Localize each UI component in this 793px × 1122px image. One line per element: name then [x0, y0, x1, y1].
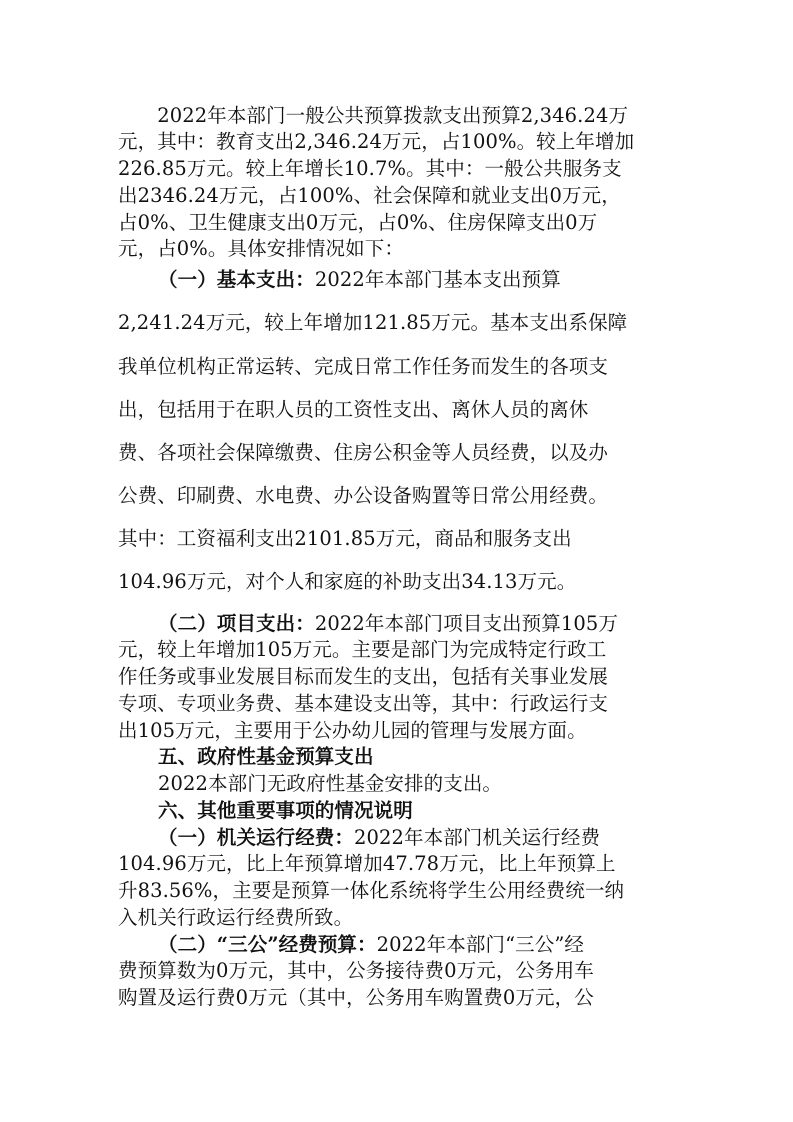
paragraph-line: 2022年本部门一般公共预算拨款支出预算2,346.24万	[118, 104, 629, 127]
agency-expense-line	[158, 822, 600, 850]
paragraph-line: 购置及运行费0万元（其中，公务用车购置费0万元，公	[118, 986, 594, 1009]
paragraph-line: 入机关行政运行经费所致。	[118, 906, 354, 929]
paragraph-line: 费预算数为0万元，其中，公务接待费0万元，公务用车	[118, 959, 594, 982]
basic-expense-heading: （一）基本支出：	[158, 268, 315, 291]
paragraph-line: 元，其中：教育支出2,346.24万元，占100%。较上年增加	[118, 130, 635, 153]
three-public-expense-heading: （二）“三公”经费预算：	[158, 933, 377, 956]
paragraph-line: 104.96万元，比上年预算增加47.78万元，比上年预算上	[118, 852, 616, 875]
paragraph-line: 专项、专项业务费、基本建设支出等，其中：行政运行支	[118, 692, 609, 715]
paragraph-text: 2022年本部门项目支出预算105万	[314, 612, 618, 635]
paragraph-line: 其中：工资福利支出2101.85万元，商品和服务支出	[118, 527, 572, 550]
section-heading-text: 五、政府性基金预算支出	[158, 745, 374, 768]
paragraph-line: 公费、印刷费、水电费、办公设备购置等日常公用经费。	[118, 484, 609, 507]
paragraph-line: 226.85万元。较上年增长10.7%。其中：一般公共服务支	[118, 157, 622, 180]
basic-expense-line	[158, 264, 561, 292]
paragraph-line: 出，包括用于在职人员的工资性支出、离休人员的离休	[118, 398, 589, 421]
paragraph-line: 作任务或事业发展目标而发生的支出，包括有关事业发展	[118, 665, 609, 688]
paragraph-line: 2,241.24万元，较上年增加121.85万元。基本支出系保障	[118, 311, 628, 334]
paragraph-text: 2022年本部门机关运行经费	[354, 826, 601, 849]
paragraph-line: 元，占0%。具体安排情况如下：	[118, 237, 404, 260]
section-six-heading	[158, 795, 413, 823]
paragraph-line: 费、各项社会保障缴费、住房公积金等人员经费，以及办	[118, 441, 609, 464]
paragraph-line: 占0%、卫生健康支出0万元，占0%、住房保障支出0万	[118, 211, 598, 234]
paragraph-line: 元，较上年增加105万元。主要是部门为完成特定行政工	[118, 638, 607, 661]
paragraph-line: 104.96万元，对个人和家庭的补助支出34.13万元。	[118, 570, 577, 593]
agency-expense-heading: （一）机关运行经费：	[158, 826, 355, 849]
paragraph-line: 出105万元，主要用于公办幼儿园的管理与发展方面。	[118, 719, 587, 742]
section-heading-text: 六、其他重要事项的情况说明	[158, 799, 413, 822]
paragraph-line: 我单位机构正常运转、完成日常工作任务而发生的各项支	[118, 355, 609, 378]
project-expense-heading: （二）项目支出：	[158, 612, 315, 635]
paragraph-line: 2022本部门无政府性基金安排的支出。	[158, 772, 503, 795]
paragraph-text: 2022年本部门基本支出预算	[314, 268, 561, 291]
paragraph-text: 2022年本部门“三公”经	[376, 933, 585, 956]
paragraph-line: 出2346.24万元，占100%、社会保障和就业支出0万元，	[118, 184, 621, 207]
paragraph-line: 升83.56%，主要是预算一体化系统将学生公用经费统一纳	[118, 879, 625, 902]
section-five-heading	[158, 741, 374, 769]
three-public-expense-line	[158, 929, 584, 957]
project-expense-line	[158, 608, 618, 636]
